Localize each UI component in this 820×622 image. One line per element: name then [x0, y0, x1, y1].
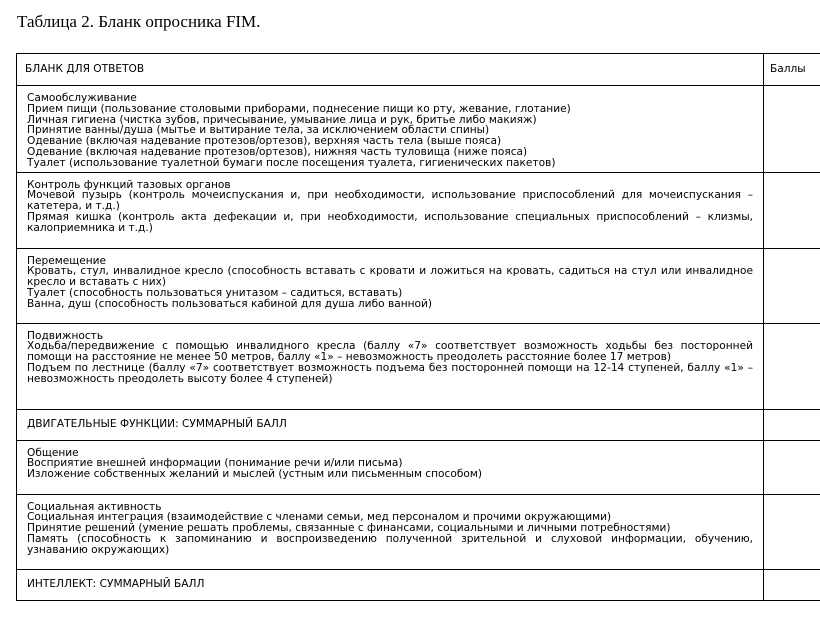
- section-title: Подвижность: [27, 329, 104, 342]
- score-cell[interactable]: [764, 248, 820, 323]
- table-caption: Таблица 2. Бланк опросника FIM.: [17, 12, 261, 31]
- section-cell: [17, 440, 764, 494]
- section-title: Перемещение: [27, 254, 107, 267]
- fim-form-table: [16, 53, 820, 601]
- score-cell[interactable]: [764, 494, 820, 569]
- summary-row-motor: [17, 409, 820, 440]
- section-row-transfers: [17, 248, 820, 323]
- score-cell[interactable]: [764, 323, 820, 409]
- item-text: Принятие ванны/душа (мытье и вытирание тела, за исключением области спины): [27, 124, 490, 137]
- table-header-row: [17, 54, 820, 86]
- item-text: Мочевой пузырь (контроль мочеиспускания и, при необходимости, использование приспособлений для мочеиспускания – катетера, и т.д.): [27, 189, 753, 213]
- section-row-mobility: [17, 323, 820, 409]
- score-header: Баллы: [764, 54, 820, 86]
- section-title: Контроль функций тазовых органов: [27, 178, 231, 191]
- section-cell: [17, 494, 764, 569]
- item-text: Восприятие внешней информации (понимание речи и/или письма): [27, 457, 403, 470]
- item-text: Ходьба/передвижение с помощью инвалидного кресла (баллу «7» соответствует возможность ходьбы без посторонней помощи на расстояние не менее 50 метров, баллу «1» – невозможность преодолеть расстояние более 17 метров): [27, 340, 753, 364]
- item-text: Память (способность к запоминанию и воспроизведению полученной зрительной и слуховой информации, обучению, узнаванию окружающих): [27, 532, 753, 556]
- section-title: Самообслуживание: [27, 92, 137, 104]
- section-row-communication: [17, 440, 820, 494]
- item-text: Социальная интеграция (взаимодействие с членами семьи, мед персоналом и прочими окружающими): [27, 511, 612, 524]
- item-text: Прием пищи (пользование столовыми приборами, поднесение пищи ко рту, жевание, глотание): [27, 102, 571, 115]
- section-cell: [17, 86, 764, 173]
- score-cell[interactable]: [764, 440, 820, 494]
- section-title: Общение: [27, 446, 79, 459]
- section-cell: [17, 248, 764, 323]
- score-cell[interactable]: [764, 409, 820, 440]
- item-text: Кровать, стул, инвалидное кресло (способность вставать с кровати и ложиться на кровать, садиться на стул или инвалидное кресло и вставать с них): [27, 265, 753, 289]
- section-title: Социальная активность: [27, 500, 162, 513]
- section-cell: [17, 323, 764, 409]
- section-row-social: [17, 494, 820, 569]
- item-text: Прямая кишка (контроль акта дефекации и, при необходимости, использование специальных приспособлений – клизмы, калоприемника и т.д.): [27, 210, 753, 234]
- score-cell[interactable]: [764, 172, 820, 248]
- summary-label: ИНТЕЛЛЕКТ: СУММАРНЫЙ БАЛЛ: [17, 569, 764, 600]
- summary-label: ДВИГАТЕЛЬНЫЕ ФУНКЦИИ: СУММАРНЫЙ БАЛЛ: [17, 409, 764, 440]
- item-text: Принятие решений (умение решать проблемы, связанные с финансами, социальными и личными потребностями): [27, 522, 671, 535]
- summary-row-intellect: [17, 569, 820, 600]
- item-text: Одевание (включая надевание протезов/ортезов), верхняя часть тела (выше пояса): [27, 135, 502, 148]
- item-text: Туалет (способность пользоваться унитазом – садиться, вставать): [27, 286, 403, 299]
- item-text: Одевание (включая надевание протезов/ортезов), нижняя часть туловища (ниже пояса): [27, 145, 528, 158]
- score-cell[interactable]: [764, 86, 820, 173]
- section-row-self-care: [17, 86, 820, 173]
- item-text: Личная гигиена (чистка зубов, причесывание, умывание лица и рук, бритье либо макияж): [27, 113, 537, 126]
- item-text: Изложение собственных желаний и мыслей (устным или письменным способом): [27, 468, 482, 481]
- answers-header: БЛАНК ДЛЯ ОТВЕТОВ: [17, 54, 764, 86]
- section-cell: [17, 172, 764, 248]
- score-cell[interactable]: [764, 569, 820, 600]
- item-text: Ванна, душ (способность пользоваться кабиной для душа либо ванной): [27, 297, 433, 310]
- item-text: Туалет (использование туалетной бумаги после посещения туалета, гигиенических пакетов): [27, 156, 556, 169]
- item-text: Подъем по лестнице (баллу «7» соответствует возможность подъема без посторонней помощи на 12-14 ступеней, баллу «1» – невозможность преодолеть высоту более 4 ступеней): [27, 361, 753, 385]
- section-row-pelvic-control: [17, 172, 820, 248]
